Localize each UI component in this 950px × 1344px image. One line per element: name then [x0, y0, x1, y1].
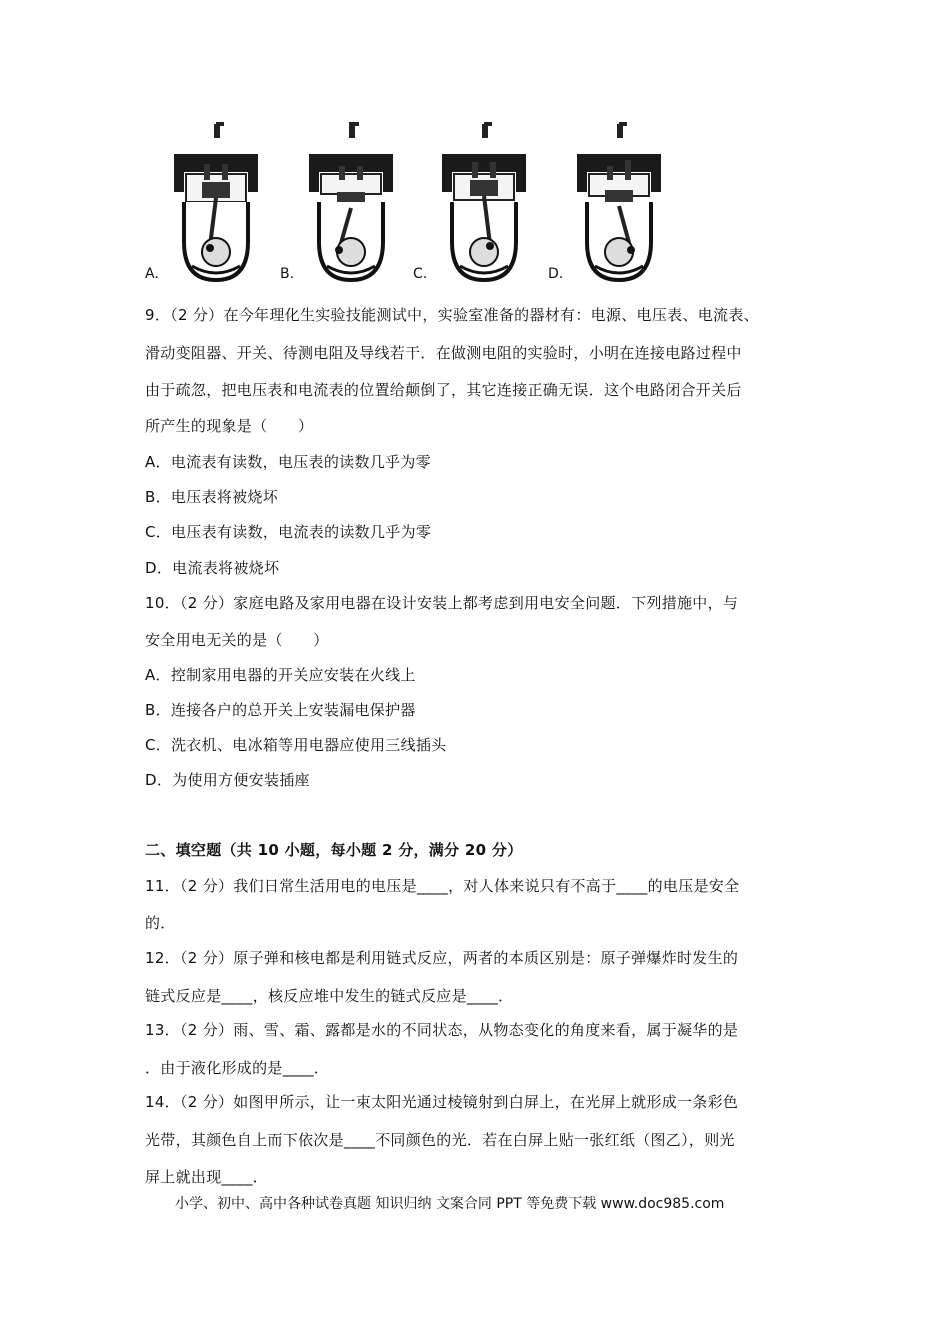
q10-option-a[interactable]: A．控制家用电器的开关应安装在火线上 — [145, 666, 416, 684]
section-title: 二、填空题（共 10 小题，每小题 2 分，满分 20 分） — [145, 841, 523, 859]
figure-option-d[interactable]: D. — [548, 266, 564, 282]
q10-option-c[interactable]: C．洗衣机、电冰箱等用电器应使用三线插头 — [145, 736, 447, 754]
fill-question-line: 13．（2 分）雨、雪、霜、露都是水的不同状态，从物态变化的角度来看，属于凝华的是 — [145, 1021, 739, 1039]
fill-question-line: 11．（2 分）我们日常生活用电的电压是____，对人体来说只有不高于____的电压是安全 — [145, 877, 740, 895]
fill-question-line: 屏上就出现____． — [145, 1168, 269, 1186]
q9-stem-line: 滑动变阻器、开关、待测电阻及导线若干．在做测电阻的实验时，小明在连接电路过程中 — [145, 344, 742, 362]
fill-question-line: 14．（2 分）如图甲所示，让一束太阳光通过棱镜射到白屏上，在光屏上就形成一条彩色 — [145, 1093, 739, 1111]
q9-option-a[interactable]: A．电流表有读数，电压表的读数几乎为零 — [145, 453, 431, 471]
q9-option-b[interactable]: B．电压表将被烧坏 — [145, 488, 278, 506]
fill-question-line: 12．（2 分）原子弹和核电都是利用链式反应，两者的本质区别是：原子弹爆炸时发生的 — [145, 949, 739, 967]
q10-option-b[interactable]: B．连接各户的总开关上安装漏电保护器 — [145, 701, 416, 719]
q10-option-d[interactable]: D．为使用方便安装插座 — [145, 771, 310, 789]
fill-question-line: ．由于液化形成的是____． — [145, 1059, 330, 1077]
figure-option-b[interactable]: B. — [280, 266, 295, 282]
engine-figure-b — [305, 122, 397, 284]
fill-question-line: 光带，其颜色自上而下依次是____不同颜色的光．若在白屏上贴一张红纸（图乙），则光 — [145, 1131, 735, 1149]
page-footer[interactable]: 小学、初中、高中各种试卷真题 知识归纳 文案合同 PPT 等免费下载 www.doc985.com — [175, 1196, 725, 1212]
q9-stem-line: 所产生的现象是（ ） — [145, 417, 314, 435]
q9-stem-line: 由于疏忽，把电压表和电流表的位置给颠倒了，其它连接正确无误．这个电路闭合开关后 — [145, 381, 742, 399]
q9-option-d[interactable]: D．电流表将被烧坏 — [145, 559, 280, 577]
q10-stem-line: 10．（2 分）家庭电路及家用电器在设计安装上都考虑到用电安全问题．下列措施中，与 — [145, 594, 739, 612]
engine-figure-c — [438, 122, 530, 284]
engine-figure-d — [573, 122, 665, 284]
fill-question-line: 的． — [145, 914, 176, 932]
engine-figure-a — [170, 122, 262, 284]
figure-option-a[interactable]: A. — [145, 266, 159, 282]
figure-option-c[interactable]: C. — [413, 266, 428, 282]
q10-stem-line: 安全用电无关的是（ ） — [145, 631, 329, 649]
q9-stem-line: 9．（2 分）在今年理化生实验技能测试中，实验室准备的器材有：电源、电压表、电流表、 — [145, 306, 759, 324]
q9-option-c[interactable]: C．电压表有读数，电流表的读数几乎为零 — [145, 523, 432, 541]
fill-question-line: 链式反应是____，核反应堆中发生的链式反应是____． — [145, 987, 514, 1005]
